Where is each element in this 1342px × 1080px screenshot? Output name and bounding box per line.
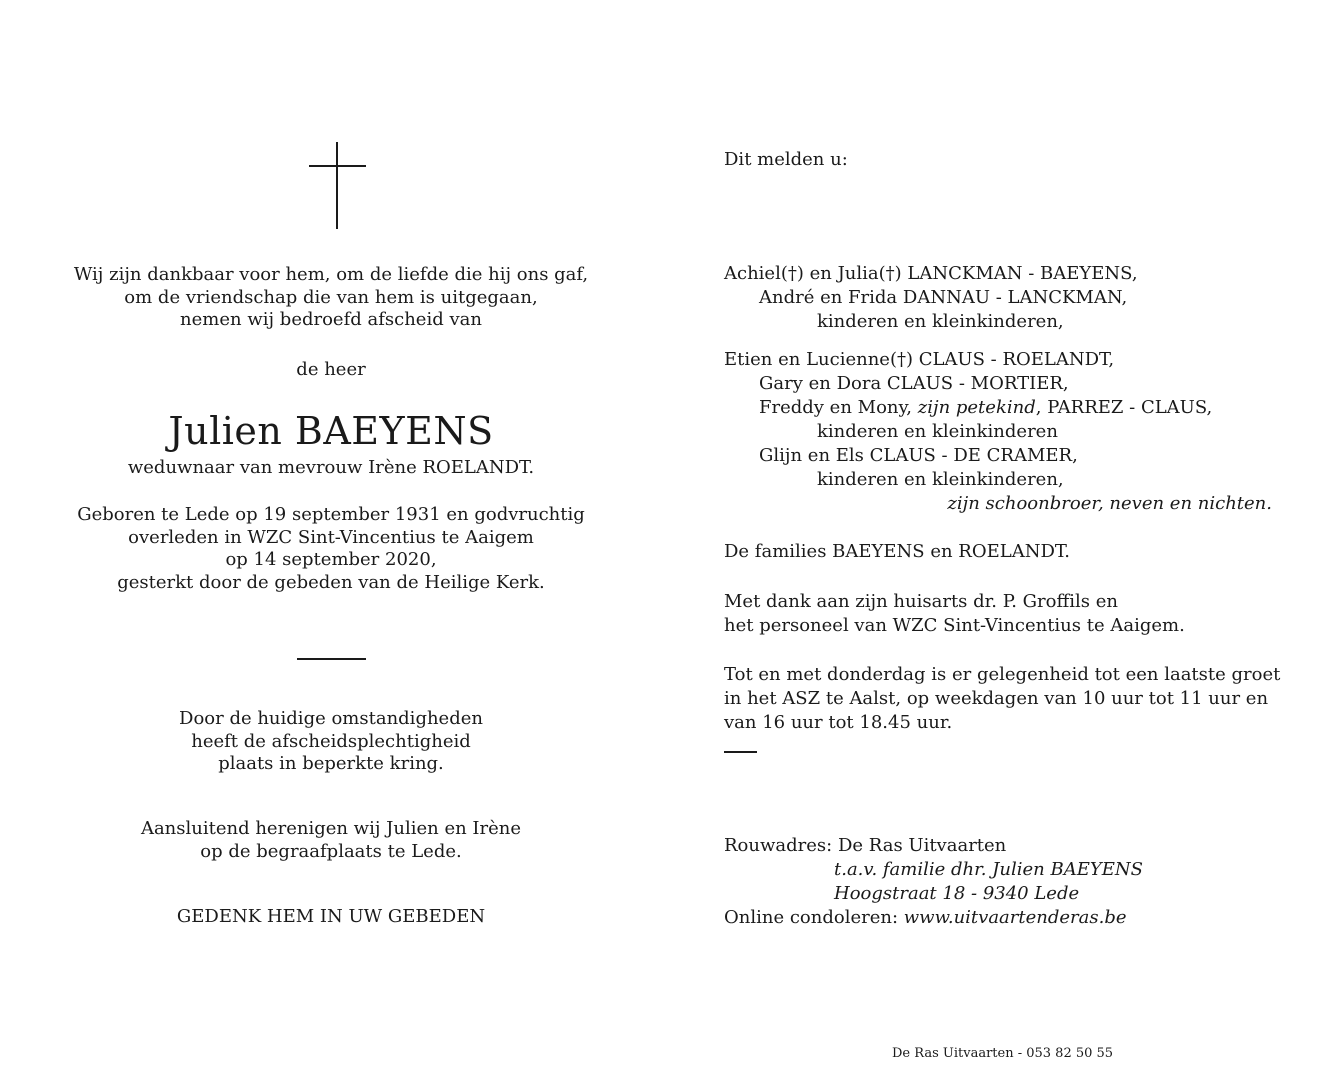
honorific: de heer [296, 359, 366, 380]
family-names: Freddy en Mony, [759, 397, 913, 418]
visitation-line: van 16 uur tot 18.45 uur. [724, 712, 953, 733]
circumstances-line: heeft de afscheidsplechtigheid [191, 730, 471, 752]
visitation-line: in het ASZ te Aalst, op weekdagen van 10 uur tot 11 uur en [724, 688, 1269, 709]
family-line: kinderen en kleinkinderen, [817, 311, 1064, 332]
relation-note: zijn petekind [917, 397, 1036, 418]
dedication-line: om de vriendschap die van hem is uitgegaan, [124, 286, 538, 308]
family-line: kinderen en kleinkinderen [817, 421, 1058, 442]
address-name: De Ras Uitvaarten [837, 835, 1007, 856]
divider [724, 751, 757, 753]
family-line: Glijn en Els CLAUS - DE CRAMER, [759, 445, 1078, 466]
intro-text: Dit melden u: [724, 149, 848, 170]
address-line: t.a.v. familie dhr. Julien BAEYENS [834, 859, 1143, 880]
birth-death-line: gesterkt door de gebeden van de Heilige Kerk. [117, 571, 545, 593]
family-line: Freddy en Mony, zijn petekind, PARREZ - CLAUS, [759, 397, 1213, 418]
burial-line: op de begraafplaats te Lede. [200, 840, 462, 862]
burial-line: Aansluitend herenigen wij Julien en Irène [140, 818, 522, 839]
thanks-text [724, 590, 1185, 638]
families-line: De families BAEYENS en ROELANDT. [724, 541, 1070, 562]
widower-line: weduwnaar van mevrouw Irène ROELANDT. [127, 457, 535, 478]
birth-death-line: op 14 september 2020, [225, 549, 437, 570]
dedication-text [70, 264, 592, 332]
thanks-line: het personeel van WZC Sint-Vincentius te Aaigem. [724, 615, 1185, 636]
address-block [724, 834, 1143, 930]
footer-contact: De Ras Uitvaarten - 053 82 50 55 [892, 1046, 1114, 1061]
visitation-line: Tot en met donderdag is er gelegenheid tot een laatste groet [724, 664, 1281, 685]
family-line: Etien en Lucienne(†) CLAUS - ROELANDT, [724, 349, 1115, 370]
birth-death-text [70, 504, 592, 594]
deceased-name: Julien BAEYENS [168, 409, 494, 453]
circumstances-text [70, 708, 592, 776]
divider [297, 658, 366, 660]
birth-death-line: overleden in WZC Sint-Vincentius te Aaigem [128, 526, 534, 548]
family-block-1 [724, 262, 1138, 334]
dedication-line: nemen wij bedroefd afscheid van [180, 309, 482, 330]
address-label: Rouwadres: [724, 835, 833, 856]
thanks-line: Met dank aan zijn huisarts dr. P. Groffils en [724, 591, 1118, 612]
circumstances-line: Door de huidige omstandigheden [179, 708, 483, 729]
address-line: Hoogstraat 18 - 9340 Lede [834, 883, 1080, 904]
family-line: Gary en Dora CLAUS - MORTIER, [759, 373, 1069, 394]
online-condolence-line [724, 906, 1143, 930]
visitation-text [724, 663, 1280, 735]
online-label: Online condoleren: [724, 907, 899, 928]
burial-text [70, 818, 592, 863]
address-line [724, 834, 1143, 858]
family-line: Achiel(†) en Julia(†) LANCKMAN - BAEYENS, [724, 263, 1138, 284]
condolence-url[interactable]: www.uitvaartenderas.be [903, 907, 1127, 928]
birth-death-line: Geboren te Lede op 19 september 1931 en godvruchtig [77, 504, 585, 525]
dedication-line: Wij zijn dankbaar voor hem, om de liefde die hij ons gaf, [73, 264, 589, 285]
remember-text: GEDENK HEM IN UW GEBEDEN [176, 906, 486, 927]
circumstances-line: plaats in beperkte kring. [218, 753, 444, 774]
family-line: kinderen en kleinkinderen, [817, 469, 1064, 490]
extended-family-line: zijn schoonbroer, neven en nichten. [947, 493, 1272, 514]
family-line: André en Frida DANNAU - LANCKMAN, [759, 287, 1128, 308]
family-block-2 [724, 348, 1212, 492]
family-surname: PARREZ - CLAUS, [1047, 397, 1213, 418]
